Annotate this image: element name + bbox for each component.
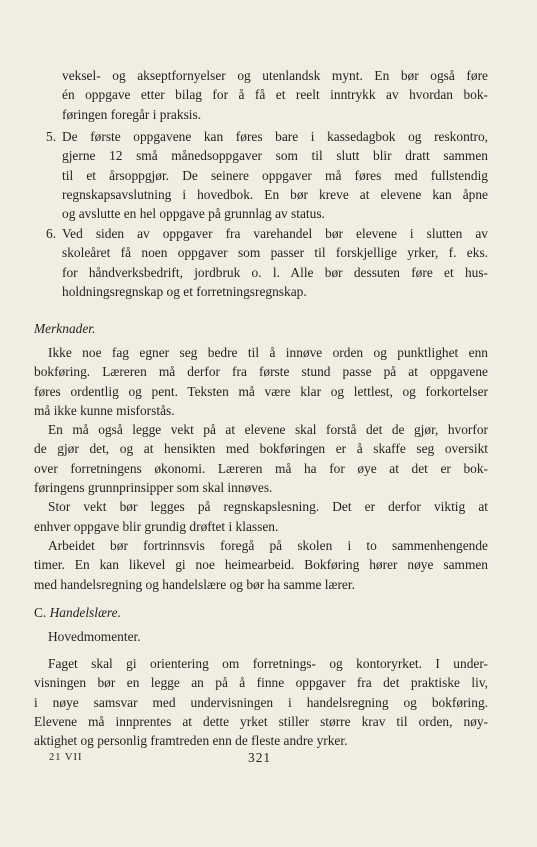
text-line: Faget skal gi orientering om forretnings- og kontoryrket. I under- — [48, 656, 488, 671]
text-line: til et årsoppgjør. De seinere oppgaver må føres med fullstendig — [62, 167, 488, 183]
item-number: 5. — [46, 129, 57, 144]
section-letter: C. — [34, 605, 47, 620]
text-line: Arbeidet bør fortrinnsvis foregå på skolen i to sammenhengende — [48, 537, 488, 553]
text-line: Ved siden av oppgaver fra varehandel bør elevene i slutten av — [62, 226, 488, 241]
text-line: holdningsregnskap og et forretningsregnskap. — [62, 283, 307, 299]
text-line: bokføring. Læreren må derfor fra første stund passe på at oppgavene — [34, 364, 488, 380]
text-line: må ikke kunne misforstås. — [34, 402, 175, 418]
text-line: føringen foregår i praksis. — [62, 106, 202, 122]
item-number: 6. — [46, 226, 57, 241]
item-6-paragraph — [62, 224, 488, 301]
text-line: med handelsregning og handelslære og bør ha samme lærer. — [34, 576, 355, 592]
text-line: én oppgave etter bilag for å få et reelt inntrykk av hvordan bok- — [62, 87, 488, 103]
text-line: Ikke noe fag egner seg bedre til å innøve orden og punktlighet enn — [48, 345, 488, 360]
text-line: for håndverksbedrift, jordbruk o. l. Alle bør dessuten føre et hus- — [62, 264, 488, 280]
text-line: En må også legge vekt på at elevene skal forstå det de gjør, hvorfor — [48, 422, 488, 438]
text-line: føres ordentlig og pent. Teksten må være klar og lettlest, og forkortelser — [34, 383, 488, 399]
signature-mark: 21 VII — [49, 752, 83, 763]
page-number: 321 — [248, 750, 272, 765]
text-line: veksel- og akseptfornyelser og utenlandsk mynt. En bør også føre — [62, 68, 488, 83]
text-line: timer. En kan likevel gi noe heimearbeid. Bokføring hører nøye sammen — [34, 557, 488, 573]
text-line: regnskapsavslutning i hovedbok. En bør kreve at elevene kan åpne — [62, 186, 488, 202]
intro-paragraph — [62, 66, 488, 124]
text-line: enhver oppgave blir grundig drøftet i klassen. — [34, 518, 279, 534]
text-line: over forretningens økonomi. Læreren må ha for øye at det er bok- — [34, 460, 488, 476]
remarks-paragraph — [34, 343, 488, 594]
subheading: Hovedmomenter. — [48, 629, 141, 644]
text-line: De første oppgavene kan føres bare i kassedagbok og reskontro, — [62, 129, 488, 144]
text-line: gjerne 12 små månedsoppgaver som til slutt blir dratt sammen — [62, 148, 488, 164]
section-title: Handelslære. — [49, 605, 121, 620]
text-line: og avslutte en hel oppgave på grunnlag av status. — [62, 206, 325, 222]
text-line: føringens grunnprinsipper som skal innøves. — [34, 480, 273, 496]
text-line: Elevene må innprentes at dette yrket stiller større krav til orden, nøy- — [34, 713, 488, 729]
text-line: skoleåret få noen oppgaver som passer til forskjellige yrker, f. eks. — [62, 245, 488, 261]
section-c-paragraph — [34, 654, 488, 750]
text-line: aktighet og personlig framtreden enn de fleste andre yrker. — [34, 733, 348, 749]
text-line: visningen bør en legge an på å finne oppgaver fra det praktiske liv, — [34, 675, 488, 691]
section-heading: Merknader. — [34, 321, 96, 336]
section-c-heading — [34, 603, 121, 622]
text-line: i nøye samsvar med undervisningen i handelsregning og bokføring. — [34, 694, 488, 710]
text-line: de gjør det, og at hensikten med bokføringen er å skaffe seg oversikt — [34, 441, 488, 457]
item-5-paragraph — [62, 127, 488, 223]
text-line: Stor vekt bør legges på regnskapslesning. Det er derfor viktig at — [48, 499, 488, 515]
